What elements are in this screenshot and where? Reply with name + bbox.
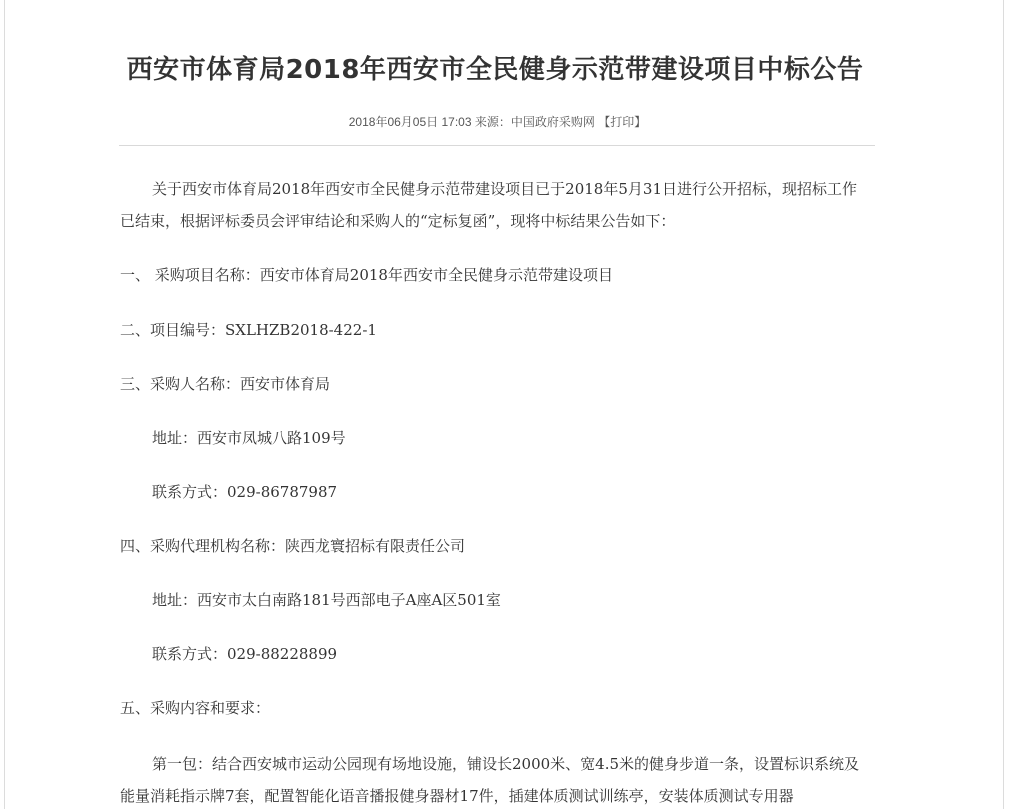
article-meta [0, 113, 995, 131]
intro-paragraph: 关于西安市体育局2018年西安市全民健身示范带建设项目已于2018年5月31日进行公开招标，现招标工作已结束，根据评标委员会评审结论和采购人的“定标复函”，现将中标结果公告如下： [120, 180, 857, 230]
article-source: 来源：中国政府采购网 [474, 115, 595, 129]
project-number-item: 二、项目编号：SXLHZB2018-422-1 [120, 321, 377, 339]
purchaser-contact: 联系方式：029-86787987 [152, 483, 338, 501]
requirements-heading: 五、采购内容和要求： [120, 699, 271, 717]
package-one-paragraph: 第一包：结合西安城市运动公园现有场地设施，铺设长2000米、宽4.5米的健身步道一条，设置标识系统及能量消耗指示牌7套，配置智能化语音播报健身器材17件，插建体质测试训练亭，安装体质测试专用器 [120, 755, 860, 805]
right-border [1003, 0, 1004, 809]
agency-address: 地址：西安市太白南路181号西部电子A座A区501室 [152, 591, 501, 609]
purchaser-name-item: 三、采购人名称：西安市体育局 [120, 375, 331, 393]
print-link[interactable]: 【打印】 [598, 115, 647, 129]
agency-contact: 联系方式：029-88228899 [152, 645, 338, 663]
title-divider [119, 145, 875, 146]
project-name-item: 一、 采购项目名称：西安市体育局2018年西安市全民健身示范带建设项目 [120, 266, 613, 284]
purchaser-address: 地址：西安市凤城八路109号 [152, 429, 346, 447]
agency-name-item: 四、采购代理机构名称：陕西龙寰招标有限责任公司 [120, 537, 466, 555]
publish-datetime: 2018年06月05日 17:03 [348, 115, 472, 129]
article-title: 西安市体育局2018年西安市全民健身示范带建设项目中标公告 [126, 55, 864, 85]
